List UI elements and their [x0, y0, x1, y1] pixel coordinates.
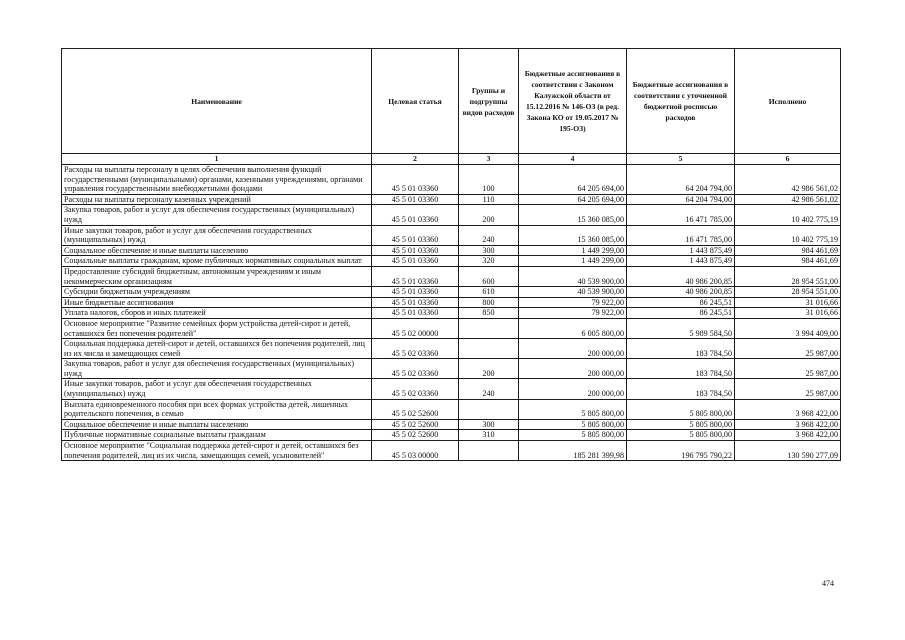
header-budget-revised: Бюджетные ассигнования в соответствии с уточненной бюджетной росписью расходов	[627, 49, 735, 154]
row-executed: 3 968 422,00	[735, 399, 841, 419]
row-expense-group	[459, 339, 519, 359]
table-row	[62, 194, 841, 205]
column-number-row	[62, 154, 841, 165]
row-budget-revised: 196 795 790,22	[627, 441, 735, 461]
table-row	[62, 359, 841, 379]
table-row	[62, 399, 841, 419]
row-target-article: 45 5 01 03360	[372, 225, 459, 245]
row-budget-law: 40 539 900,00	[519, 266, 627, 286]
column-number: 4	[519, 154, 627, 165]
row-budget-law: 5 805 800,00	[519, 430, 627, 441]
row-budget-revised: 5 805 800,00	[627, 419, 735, 430]
table-row	[62, 225, 841, 245]
row-budget-law: 15 360 085,00	[519, 205, 627, 225]
row-executed: 31 016,66	[735, 297, 841, 308]
row-name: Расходы на выплаты персоналу казенных учреждений	[62, 194, 372, 205]
row-executed: 10 402 775,19	[735, 225, 841, 245]
row-name: Основное мероприятие "Социальная поддержка детей-сирот и детей, оставшихся без попечения родителей, лиц из их числа, замещающих семей, усыновителей"	[62, 441, 372, 461]
row-budget-revised: 64 204 794,00	[627, 194, 735, 205]
row-expense-group: 110	[459, 194, 519, 205]
row-budget-law: 79 922,00	[519, 297, 627, 308]
row-budget-revised: 64 204 794,00	[627, 165, 735, 195]
row-name: Иные закупки товаров, работ и услуг для обеспечения государственных (муниципальных) нужд	[62, 225, 372, 245]
row-name: Уплата налогов, сборов и иных платежей	[62, 308, 372, 319]
table-row	[62, 430, 841, 441]
row-executed: 984 461,69	[735, 256, 841, 267]
row-executed: 42 986 561,02	[735, 165, 841, 195]
budget-table	[61, 48, 841, 461]
row-expense-group: 200	[459, 205, 519, 225]
row-expense-group	[459, 441, 519, 461]
row-name: Субсидии бюджетным учреждениям	[62, 287, 372, 298]
row-executed: 42 986 561,02	[735, 194, 841, 205]
row-executed: 3 968 422,00	[735, 419, 841, 430]
row-name: Предоставление субсидий бюджетным, автономным учреждениям и иным некоммерческим организациям	[62, 266, 372, 286]
row-executed: 25 987,00	[735, 379, 841, 399]
row-target-article: 45 5 01 03360	[372, 266, 459, 286]
row-executed: 3 994 409,00	[735, 318, 841, 338]
table-row	[62, 256, 841, 267]
row-executed: 28 954 551,00	[735, 266, 841, 286]
row-name: Социальная поддержка детей-сирот и детей, оставшихся без попечения родителей, лиц из их числа и замещающих семей	[62, 339, 372, 359]
row-budget-revised: 183 784,50	[627, 359, 735, 379]
row-budget-law: 1 449 299,00	[519, 256, 627, 267]
row-expense-group: 310	[459, 430, 519, 441]
row-target-article: 45 5 02 03360	[372, 379, 459, 399]
row-target-article: 45 5 01 03360	[372, 287, 459, 298]
row-budget-law: 200 000,00	[519, 379, 627, 399]
row-expense-group: 300	[459, 419, 519, 430]
row-expense-group	[459, 399, 519, 419]
row-budget-law: 64 205 694,00	[519, 165, 627, 195]
row-budget-revised: 183 784,50	[627, 339, 735, 359]
budget-report-sheet	[61, 48, 840, 461]
row-expense-group: 600	[459, 266, 519, 286]
row-target-article: 45 5 02 03360	[372, 359, 459, 379]
row-executed: 25 987,00	[735, 339, 841, 359]
row-executed: 31 016,66	[735, 308, 841, 319]
table-row	[62, 419, 841, 430]
row-budget-law: 79 922,00	[519, 308, 627, 319]
table-row	[62, 441, 841, 461]
row-budget-law: 6 005 800,00	[519, 318, 627, 338]
row-budget-law: 5 805 800,00	[519, 419, 627, 430]
row-name: Иные бюджетные ассигнования	[62, 297, 372, 308]
row-target-article: 45 5 02 52600	[372, 430, 459, 441]
table-row	[62, 205, 841, 225]
row-executed: 10 402 775,19	[735, 205, 841, 225]
row-executed: 130 590 277,09	[735, 441, 841, 461]
column-number: 3	[459, 154, 519, 165]
page-number: 474	[822, 579, 834, 588]
row-budget-revised: 1 443 875,49	[627, 245, 735, 256]
table-row	[62, 308, 841, 319]
row-target-article: 45 5 01 03360	[372, 194, 459, 205]
row-budget-revised: 183 784,50	[627, 379, 735, 399]
row-budget-revised: 16 471 785,00	[627, 205, 735, 225]
row-budget-revised: 86 245,51	[627, 308, 735, 319]
row-name: Расходы на выплаты персоналу в целях обеспечения выполнения функций государственными (муниципальными) органами, казенными учреждениями, органами управления государственными внебюджетными фондами	[62, 165, 372, 195]
column-number: 5	[627, 154, 735, 165]
table-row	[62, 379, 841, 399]
row-budget-law: 1 449 299,00	[519, 245, 627, 256]
row-target-article: 45 5 01 03360	[372, 165, 459, 195]
row-target-article: 45 5 01 03360	[372, 308, 459, 319]
row-executed: 984 461,69	[735, 245, 841, 256]
row-expense-group: 850	[459, 308, 519, 319]
column-number: 1	[62, 154, 372, 165]
row-target-article: 45 5 02 52600	[372, 399, 459, 419]
row-budget-law: 15 360 085,00	[519, 225, 627, 245]
row-expense-group	[459, 318, 519, 338]
row-expense-group: 320	[459, 256, 519, 267]
header-budget-law: Бюджетные ассигнования в соответствии с Законом Калужской области от 15.12.2016 № 146-ОЗ (в ред. Закона КО от 19.05.2017 № 195-ОЗ)	[519, 49, 627, 154]
row-budget-revised: 1 443 875,49	[627, 256, 735, 267]
row-budget-law: 185 281 399,98	[519, 441, 627, 461]
row-target-article: 45 5 01 03360	[372, 245, 459, 256]
row-name: Выплата единовременного пособия при всех формах устройства детей, лишенных родительского попечения, в семью	[62, 399, 372, 419]
row-budget-law: 200 000,00	[519, 339, 627, 359]
row-expense-group: 240	[459, 379, 519, 399]
row-budget-revised: 5 989 584,50	[627, 318, 735, 338]
header-expense-groups: Группы и подгруппы видов расходов	[459, 49, 519, 154]
row-target-article: 45 5 01 03360	[372, 256, 459, 267]
column-number: 6	[735, 154, 841, 165]
table-row	[62, 318, 841, 338]
row-target-article: 45 5 01 03360	[372, 205, 459, 225]
row-name: Основное мероприятие "Развитие семейных форм устройства детей-сирот и детей, оставшихся без попечения родителей"	[62, 318, 372, 338]
row-expense-group: 100	[459, 165, 519, 195]
row-expense-group: 300	[459, 245, 519, 256]
row-executed: 25 987,00	[735, 359, 841, 379]
header-row	[62, 49, 841, 154]
row-name: Закупка товаров, работ и услуг для обеспечения государственных (муниципальных) нужд	[62, 359, 372, 379]
row-executed: 28 954 551,00	[735, 287, 841, 298]
table-row	[62, 245, 841, 256]
row-name: Закупка товаров, работ и услуг для обеспечения государственных (муниципальных) нужд	[62, 205, 372, 225]
table-row	[62, 297, 841, 308]
row-name: Социальные выплаты гражданам, кроме публичных нормативных социальных выплат	[62, 256, 372, 267]
table-body	[62, 165, 841, 461]
row-executed: 3 968 422,00	[735, 430, 841, 441]
header-target-article: Целевая статья	[372, 49, 459, 154]
row-target-article: 45 5 02 52600	[372, 419, 459, 430]
header-executed: Исполнено	[735, 49, 841, 154]
row-expense-group: 800	[459, 297, 519, 308]
row-budget-law: 40 539 900,00	[519, 287, 627, 298]
row-target-article: 45 5 01 03360	[372, 297, 459, 308]
row-name: Социальное обеспечение и иные выплаты населению	[62, 245, 372, 256]
row-budget-revised: 5 805 800,00	[627, 399, 735, 419]
row-expense-group: 200	[459, 359, 519, 379]
row-target-article: 45 5 02 03360	[372, 339, 459, 359]
header-name: Наименование	[62, 49, 372, 154]
row-name: Социальное обеспечение и иные выплаты населению	[62, 419, 372, 430]
column-number: 2	[372, 154, 459, 165]
row-budget-revised: 40 986 200,85	[627, 266, 735, 286]
row-target-article: 45 5 03 00000	[372, 441, 459, 461]
row-budget-revised: 5 805 800,00	[627, 430, 735, 441]
row-name: Иные закупки товаров, работ и услуг для обеспечения государственных (муниципальных) нужд	[62, 379, 372, 399]
table-row	[62, 266, 841, 286]
row-budget-law: 5 805 800,00	[519, 399, 627, 419]
table-row	[62, 165, 841, 195]
row-expense-group: 610	[459, 287, 519, 298]
table-row	[62, 287, 841, 298]
row-expense-group: 240	[459, 225, 519, 245]
row-name: Публичные нормативные социальные выплаты гражданам	[62, 430, 372, 441]
row-target-article: 45 5 02 00000	[372, 318, 459, 338]
row-budget-revised: 40 986 200,85	[627, 287, 735, 298]
row-budget-law: 64 205 694,00	[519, 194, 627, 205]
row-budget-revised: 86 245,51	[627, 297, 735, 308]
table-row	[62, 339, 841, 359]
row-budget-law: 200 000,00	[519, 359, 627, 379]
row-budget-revised: 16 471 785,00	[627, 225, 735, 245]
